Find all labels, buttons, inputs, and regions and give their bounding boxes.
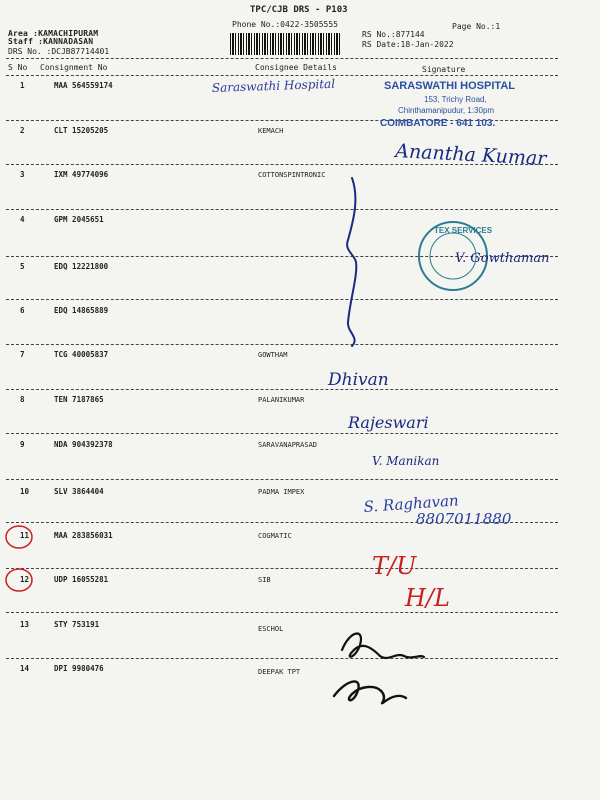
row-sno: 13 (20, 620, 30, 629)
row-consignee: COGMATIC (258, 532, 292, 540)
row-sno: 8 (20, 395, 25, 404)
row-consignment: DPI 9980476 (54, 664, 104, 673)
column-header-sno: S No (8, 63, 28, 72)
column-header-consignee: Consignee Details (255, 63, 337, 72)
row-sno: 4 (20, 215, 25, 224)
stamp-line: Chinthamanipudur, 1:30pm (398, 106, 495, 115)
row-consignee: GOWTHAM (258, 351, 288, 359)
row-sno: 6 (20, 306, 25, 315)
stamp-line: SARASWATHI HOSPITAL (384, 80, 515, 92)
row-consignee: DEEPAK TPT (258, 668, 301, 676)
row-consignment: CLT 15205205 (54, 126, 109, 135)
row2-signature: Anantha Kumar (394, 140, 547, 170)
row-consignment: GPM 2045651 (54, 215, 104, 224)
row-consignment: EDQ 12221800 (54, 262, 109, 271)
row12-red-note: H/L (405, 584, 450, 612)
row7-signature: Dhivan (328, 370, 389, 390)
row-sno: 10 (20, 487, 30, 496)
row-sno: 3 (20, 170, 25, 179)
stamp-line: COIMBATORE - 641 103. (380, 118, 496, 129)
round-stamp-text: TEX SERVICES (434, 226, 493, 235)
row14-signature (334, 681, 406, 703)
row-consignment: NDA 904392378 (54, 440, 113, 449)
row-consignee: PALANIKUMAR (258, 396, 305, 404)
row-sno: 11 (20, 531, 30, 540)
row-consignment: IXM 49774096 (54, 170, 109, 179)
row-consignee: COTTONSPINTRONIC (258, 171, 326, 179)
row-consignment: MAA 283856031 (54, 531, 113, 540)
column-header-signature: Signature (422, 65, 466, 74)
column-header-consignment: Consignment No (40, 63, 108, 72)
row-sno: 1 (20, 81, 25, 90)
row-consignment: SLV 3864404 (54, 487, 104, 496)
row5-signature: V. Gowthaman (455, 251, 550, 266)
row1-handwriting: Saraswathi Hospital (211, 76, 336, 95)
row-consignee: ESCHOL (258, 625, 284, 633)
row-consignee: PADMA IMPEX (258, 488, 305, 496)
row-consignment: UDP 16055281 (54, 575, 109, 584)
row-consignee: SARAVANAPRASAD (258, 441, 318, 449)
phone-number: Phone No.:0422-3505555 (232, 20, 338, 29)
row-sno: 14 (20, 664, 30, 673)
row-sno: 9 (20, 440, 25, 449)
page-number: Page No.:1 (452, 22, 501, 31)
row10-signature: S. Raghavan (363, 491, 460, 516)
row-consignee: KEMACH (258, 127, 284, 135)
row-consignment: MAA 564559174 (54, 81, 113, 90)
staff-label: Staff :KANNADASAN (8, 37, 94, 46)
bracket-signature-stroke (347, 178, 356, 346)
stamp-line: 153, Trichy Road, (424, 95, 487, 104)
rs-date: RS Date:18-Jan-2022 (362, 40, 454, 49)
sheet-title: TPC/CJB DRS - P103 (250, 5, 348, 15)
hospital-stamp (380, 80, 515, 129)
row-sno: 12 (20, 575, 30, 584)
row11-red-note: T/U (372, 552, 417, 580)
row-consignee: SIB (258, 576, 271, 584)
row13-signature (342, 634, 424, 658)
rs-number: RS No.:877144 (362, 30, 425, 39)
area-label: Area :KAMACHIPURAM (8, 29, 99, 38)
row-consignment: STY 753191 (54, 620, 100, 629)
row-sno: 7 (20, 350, 25, 359)
row-consignment: TEN 7187865 (54, 395, 104, 404)
row10-phone: 8807011880 (416, 510, 512, 528)
row9-signature: V. Manikan (372, 454, 440, 468)
row8-signature: Rajeswari (348, 413, 429, 432)
row11-red-circle (6, 526, 32, 548)
drs-number: DRS No. :DCJB87714401 (8, 47, 110, 56)
row12-red-circle (6, 569, 32, 591)
row-consignment: TCG 40005837 (54, 350, 109, 359)
row-sno: 5 (20, 262, 25, 271)
row-sno: 2 (20, 126, 25, 135)
row-consignment: EDQ 14865889 (54, 306, 109, 315)
